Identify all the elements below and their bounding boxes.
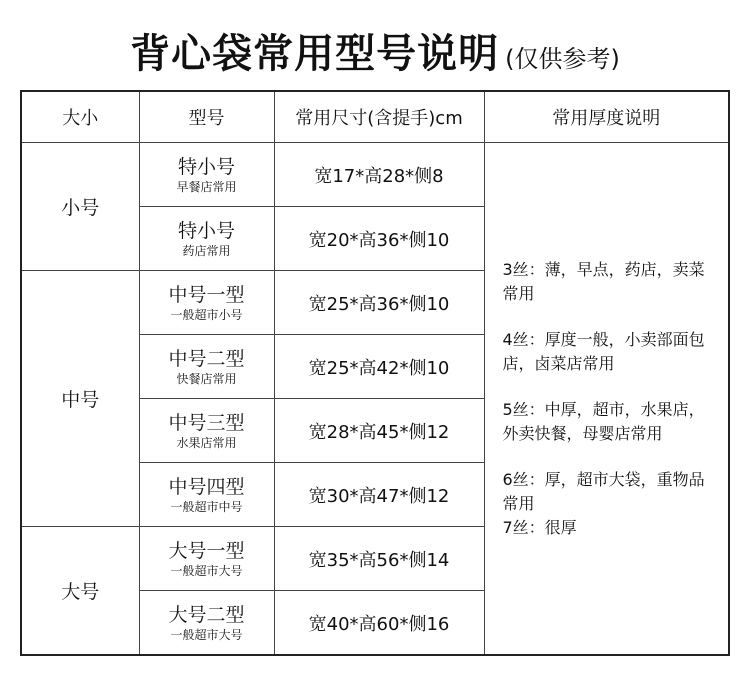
model-usage: 水果店常用 xyxy=(176,435,237,450)
header-dimensions: 常用尺寸(含提手)cm xyxy=(274,91,484,143)
model-cell xyxy=(139,143,274,207)
thickness-note: 4丝：厚度一般，小卖部面包店，卤菜店常用 xyxy=(502,329,705,373)
size-cell: 中号 xyxy=(21,271,139,527)
bag-spec-table xyxy=(20,90,730,656)
model-cell xyxy=(139,591,274,656)
model-name: 大号一型 xyxy=(168,539,245,562)
thickness-notes-cell xyxy=(484,143,729,656)
model-name: 中号二型 xyxy=(168,347,245,370)
model-name: 中号三型 xyxy=(168,411,245,434)
model-cell xyxy=(139,527,274,591)
title-main: 背心袋常用型号说明 xyxy=(130,31,500,77)
model-cell xyxy=(139,271,274,335)
model-usage: 一般超市中号 xyxy=(170,499,243,514)
dimensions-cell: 宽25*高36*侧10 xyxy=(274,271,484,335)
model-usage: 早餐店常用 xyxy=(176,179,237,194)
dimensions-cell: 宽17*高28*侧8 xyxy=(274,143,484,207)
page-title xyxy=(0,22,750,79)
model-usage: 药店常用 xyxy=(182,243,231,258)
model-name: 大号二型 xyxy=(168,603,245,626)
dimensions-cell: 宽40*高60*侧16 xyxy=(274,591,484,656)
model-name: 特小号 xyxy=(177,155,235,178)
model-name: 中号四型 xyxy=(168,475,245,498)
dimensions-cell: 宽20*高36*侧10 xyxy=(274,207,484,271)
model-usage: 一般超市小号 xyxy=(170,307,243,322)
model-name: 特小号 xyxy=(177,219,235,242)
thickness-note: 5丝：中厚，超市，水果店，外卖快餐，母婴店常用 xyxy=(502,399,705,443)
model-usage: 一般超市大号 xyxy=(170,627,243,642)
dimensions-cell: 宽28*高45*侧12 xyxy=(274,399,484,463)
model-usage: 快餐店常用 xyxy=(176,371,237,386)
title-note: (仅供参考) xyxy=(505,45,620,73)
model-name: 中号一型 xyxy=(168,283,245,306)
header-model: 型号 xyxy=(139,91,274,143)
size-cell: 大号 xyxy=(21,527,139,656)
dimensions-cell: 宽30*高47*侧12 xyxy=(274,463,484,527)
dimensions-cell: 宽25*高42*侧10 xyxy=(274,335,484,399)
model-cell xyxy=(139,399,274,463)
thickness-note: 6丝：厚，超市大袋，重物品常用 xyxy=(502,469,705,513)
header-size: 大小 xyxy=(21,91,139,143)
model-cell xyxy=(139,207,274,271)
dimensions-cell: 宽35*高56*侧14 xyxy=(274,527,484,591)
model-cell xyxy=(139,335,274,399)
size-cell: 小号 xyxy=(21,143,139,271)
model-cell xyxy=(139,463,274,527)
table-header-row xyxy=(21,91,729,143)
header-thickness: 常用厚度说明 xyxy=(484,91,729,143)
thickness-note: 7丝：很厚 xyxy=(502,517,577,537)
table-row xyxy=(21,143,729,207)
thickness-note: 3丝：薄，早点，药店，卖菜常用 xyxy=(502,259,705,303)
model-usage: 一般超市大号 xyxy=(170,563,243,578)
